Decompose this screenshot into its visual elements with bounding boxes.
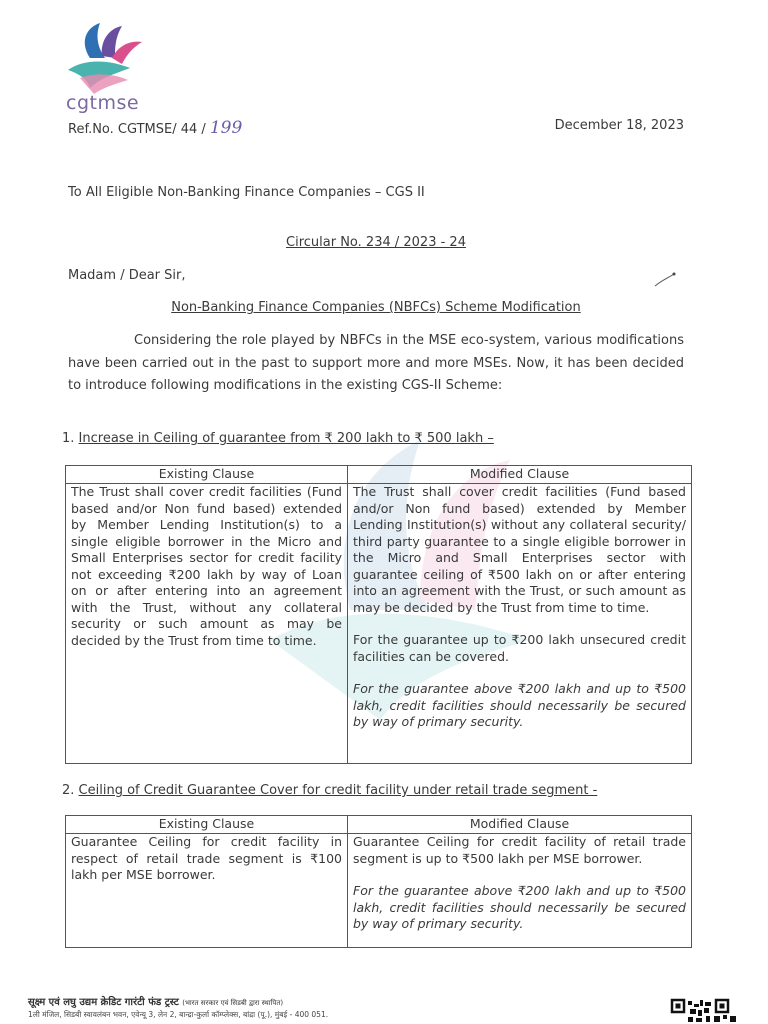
section-1-clause-table (65, 465, 692, 764)
modified-clause-header: Modified Clause (348, 466, 692, 484)
intro-paragraph: Considering the role played by NBFCs in the MSE eco-system, various modifications have been carried out in the past to support more and more MSEs. Now, it has been decided to introduce following modifications in the existing CGS-II Scheme: (68, 333, 684, 393)
modified-clause-cell (348, 834, 692, 948)
logo-wordmark: cgtmse (66, 92, 140, 114)
subject-line: Non-Banking Finance Companies (NBFCs) Scheme Modification (171, 300, 581, 315)
existing-clause-cell (66, 834, 348, 948)
section-2-number: 2. (62, 783, 75, 798)
section-1-title: Increase in Ceiling of guarantee from ₹ 200 lakh to ₹ 500 lakh – (78, 431, 494, 446)
letter-date: December 18, 2023 (554, 118, 684, 133)
existing-clause-cell (66, 484, 348, 764)
section-2-title: Ceiling of Credit Guarantee Cover for credit facility under retail trade segment - (78, 783, 598, 798)
qr-code-icon (670, 998, 740, 1024)
existing-clause-text: The Trust shall cover credit facilities (Fund based and/or Non fund based) extended by Member Lending Institution(s) to a single eligible borrower in the Micro and Small Enterprises sector for credit facility not exceeding ₹200 lakh by way of Loan on or after entering into an agreement with the Trust, without any collateral security or such amount as may be decided by the Trust from time to time. (71, 484, 342, 648)
footer-address: 1ली मंजिल, सिडबी स्वावलंबन भवन, एवेन्यू 3, लेन 2, बान्द्रा-कुर्ला कॉम्प्लेक्स, बांद्रा (पू.), मुंबई - 400 051. (28, 1010, 329, 1019)
existing-clause-header: Existing Clause (66, 816, 348, 834)
modified-clause-cell (348, 484, 692, 764)
section-2-clause-table (65, 815, 692, 948)
reference-prefix: Ref.No. CGTMSE/ 44 / (68, 122, 206, 137)
footer-org-note: (भारत सरकार एवं सिडबी द्वारा स्थापित) (182, 999, 284, 1007)
handwritten-mark-icon (652, 268, 680, 290)
modified-clause-note: For the guarantee above ₹200 lakh and up to ₹500 lakh, credit facilities should necessarily be secured by way of primary security. (353, 883, 686, 931)
section-1-number: 1. (62, 431, 75, 446)
existing-clause-header: Existing Clause (66, 466, 348, 484)
modified-clause-header: Modified Clause (348, 816, 692, 834)
reference-handwritten-number: 199 (209, 118, 243, 138)
footer-org-line (28, 994, 283, 1008)
table-header-row (66, 816, 692, 834)
salutation: Madam / Dear Sir, (68, 268, 186, 283)
section-1-heading (62, 431, 494, 446)
addressee: To All Eligible Non-Banking Finance Companies – CGS II (68, 185, 425, 200)
cgtmse-logo-icon (60, 18, 150, 98)
table-row (66, 834, 692, 948)
circular-number: Circular No. 234 / 2023 - 24 (286, 235, 466, 250)
reference-number (68, 118, 242, 138)
section-2-heading (62, 783, 597, 798)
modified-clause-text: The Trust shall cover credit facilities (Fund based and/or Non fund based) extended by Member Lending Institution(s) without any collateral security/ third party guarantee to a single eligible borrower in the Micro and Small Enterprises sector with guarantee ceiling of ₹500 lakh on or after entering into an agreement with the Trust, or such amount as may be decided by the Trust from time to time. (353, 484, 686, 615)
modified-clause-note: For the guarantee above ₹200 lakh and up to ₹500 lakh, credit facilities should necessarily be secured by way of primary security. (353, 681, 686, 729)
table-row (66, 484, 692, 764)
footer-org-name: सूक्ष्म एवं लघु उद्यम क्रेडिट गारंटी फंड ट्रस्ट (28, 997, 179, 1008)
modified-clause-text: Guarantee Ceiling for credit facility of retail trade segment is up to ₹500 lakh per MSE borrower. (353, 834, 686, 866)
table-header-row (66, 466, 692, 484)
modified-clause-text: For the guarantee up to ₹200 lakh unsecured credit facilities can be covered. (353, 632, 686, 664)
existing-clause-text: Guarantee Ceiling for credit facility in respect of retail trade segment is ₹100 lakh per MSE borrower. (71, 834, 342, 882)
